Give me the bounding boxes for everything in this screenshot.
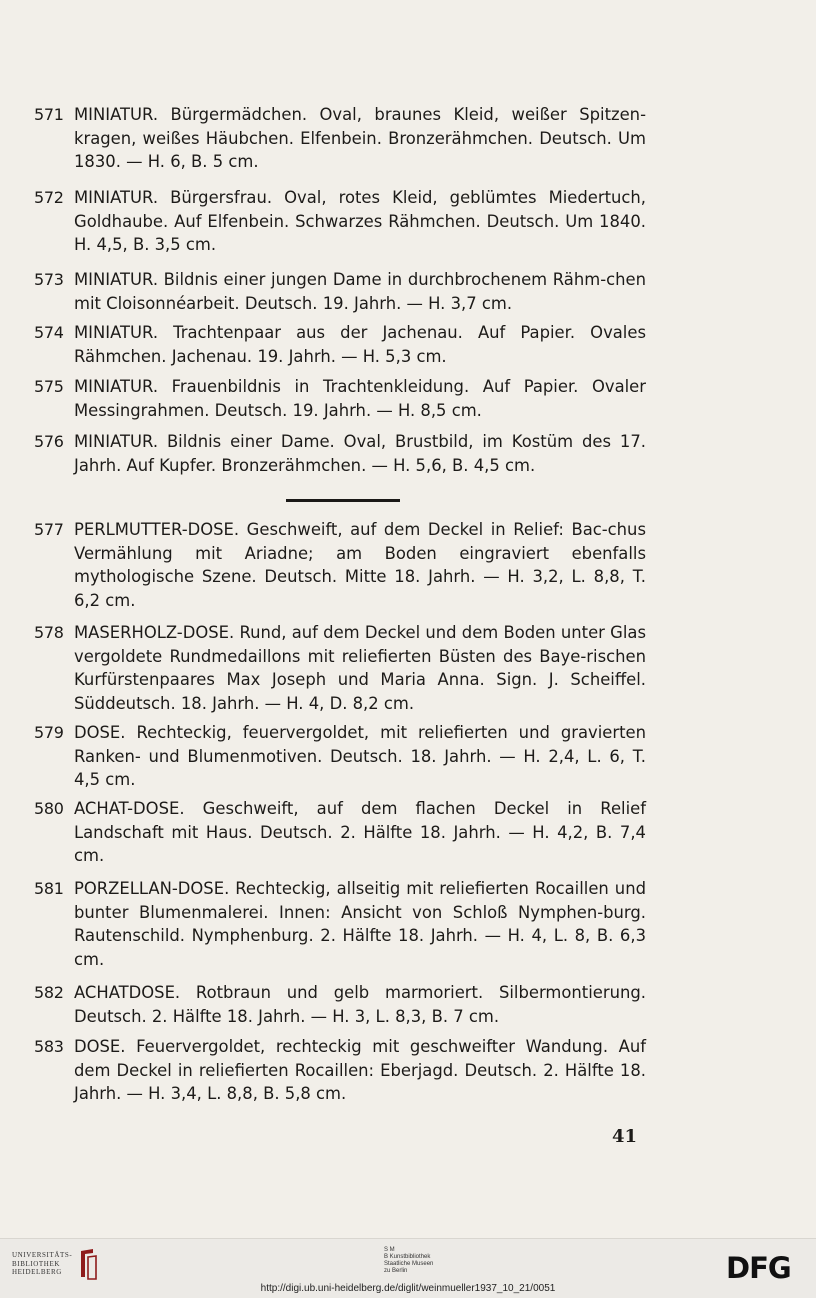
entry-text: MINIATUR. Bildnis einer jungen Dame in durchbrochenem Rähm-chen mit Cloisonnéarbeit. Deutsch. 19. Jahrh. — H. 3,7 cm. xyxy=(74,270,646,313)
university-line: BIBLIOTHEK xyxy=(12,1259,60,1268)
entry-number: 581 xyxy=(34,879,64,898)
entry-text: MINIATUR. Bildnis einer Dame. Oval, Brustbild, im Kostüm des 17. Jahrh. Auf Kupfer. Bronzerähmchen. — H. 5,6, B. 4,5 cm. xyxy=(74,432,646,475)
catalog-entry-578 xyxy=(34,621,646,715)
entry-text: ACHATDOSE. Rotbraun und gelb marmoriert. Silbermontierung. Deutsch. 2. Hälfte 18. Jahrh. — H. 3, L. 8,3, B. 7 cm. xyxy=(74,983,646,1026)
entry-number: 571 xyxy=(34,105,64,124)
entry-text: MINIATUR. Trachtenpaar aus der Jachenau. Auf Papier. Ovales Rähmchen. Jachenau. 19. Jahrh. — H. 5,3 cm. xyxy=(74,323,646,366)
entry-number: 576 xyxy=(34,432,64,451)
catalog-entry-582 xyxy=(34,981,646,1028)
entry-number: 583 xyxy=(34,1037,64,1056)
catalog-entry-575 xyxy=(34,375,646,422)
credit-line: S M xyxy=(384,1247,395,1253)
dfg-logo[interactable]: DFG xyxy=(726,1251,791,1285)
university-emblem-icon xyxy=(78,1247,98,1281)
university-line: UNIVERSITÄTS- xyxy=(12,1251,73,1259)
catalog-entry-573 xyxy=(34,268,646,315)
entry-text: MINIATUR. Bürgersfrau. Oval, rotes Kleid, geblümtes Miedertuch, Goldhaube. Auf Elfenbein. Schwarzes Rähmchen. Deutsch. Um 1840. H. 4,5, B. 3,5 cm. xyxy=(74,188,646,254)
catalog-entry-583 xyxy=(34,1035,646,1106)
section-divider xyxy=(286,499,400,502)
catalog-entry-571 xyxy=(34,103,646,174)
entry-number: 572 xyxy=(34,188,64,207)
catalog-entry-580 xyxy=(34,797,646,868)
entry-number: 582 xyxy=(34,983,64,1002)
entry-text: DOSE. Rechteckig, feuervergoldet, mit reliefierten und gravierten Ranken- und Blumenmotiven. Deutsch. 18. Jahrh. — H. 2,4, L. 6, T. 4,5 cm. xyxy=(74,723,646,789)
credit-line: Staatliche Museen xyxy=(384,1261,434,1267)
source-url-link[interactable]: http://digi.ub.uni-heidelberg.de/diglit/weinmueller1937_10_21/0051 xyxy=(260,1283,556,1294)
page-number: 41 xyxy=(612,1126,638,1147)
catalog-entry-579 xyxy=(34,721,646,792)
entry-text: PORZELLAN-DOSE. Rechteckig, allseitig mit reliefierten Rocaillen und bunter Blumenmalerei. Innen: Ansicht von Schloß Nymphen-burg. Rautenschild. Nymphenburg. 2. Hälfte 18. Jahrh. — H. 4, L. 8, B. 6,3 cm. xyxy=(74,879,646,969)
entry-number: 573 xyxy=(34,270,64,289)
entry-number: 575 xyxy=(34,377,64,396)
library-credit xyxy=(384,1247,433,1275)
university-library-logo[interactable] xyxy=(12,1251,72,1277)
credit-line: B Kunstbibliothek xyxy=(384,1254,431,1260)
catalog-entry-581 xyxy=(34,877,646,971)
entry-text: MINIATUR. Frauenbildnis in Trachtenkleidung. Auf Papier. Ovaler Messingrahmen. Deutsch. 19. Jahrh. — H. 8,5 cm. xyxy=(74,377,646,420)
entry-text: DOSE. Feuervergoldet, rechteckig mit geschweifter Wandung. Auf dem Deckel in reliefierten Rocaillen: Eberjagd. Deutsch. 2. Hälfte 18. Jahrh. — H. 3,4, L. 8,8, B. 5,8 cm. xyxy=(74,1037,646,1103)
entry-text: PERLMUTTER-DOSE. Geschweift, auf dem Deckel in Relief: Bac-chus Vermählung mit Ariadne; am Boden eingraviert ebenfalls mythologische Szene. Deutsch. Mitte 18. Jahrh. — H. 3,2, L. 8,8, T. 6,2 cm. xyxy=(74,520,646,610)
credit-line: zu Berlin xyxy=(384,1268,408,1274)
entry-text: ACHAT-DOSE. Geschweift, auf dem flachen Deckel in Relief Landschaft mit Haus. Deutsch. 2. Hälfte 18. Jahrh. — H. 4,2, B. 7,4 cm. xyxy=(74,799,646,865)
catalog-entry-577 xyxy=(34,518,646,612)
catalog-entry-572 xyxy=(34,186,646,257)
entry-number: 579 xyxy=(34,723,64,742)
entry-text: MINIATUR. Bürgermädchen. Oval, braunes Kleid, weißer Spitzen-kragen, weißes Häubchen. Elfenbein. Bronzerähmchen. Deutsch. Um 1830. — H. 6, B. 5 cm. xyxy=(74,105,646,171)
catalog-entry-576 xyxy=(34,430,646,477)
entry-number: 577 xyxy=(34,520,64,539)
entry-number: 578 xyxy=(34,623,64,642)
entry-number: 580 xyxy=(34,799,64,818)
university-line: HEIDELBERG xyxy=(12,1268,62,1276)
entry-text: MASERHOLZ-DOSE. Rund, auf dem Deckel und dem Boden unter Glas vergoldete Rundmedaillons mit reliefierten Büsten des Baye-rischen Kurfürstenpaares Max Joseph und Maria Anna. Sign. J. Scheiffel. Süddeutsch. 18. Jahrh. — H. 4, D. 8,2 cm. xyxy=(74,623,646,713)
catalog-entry-574 xyxy=(34,321,646,368)
entry-number: 574 xyxy=(34,323,64,342)
footer-bar xyxy=(0,1238,816,1298)
